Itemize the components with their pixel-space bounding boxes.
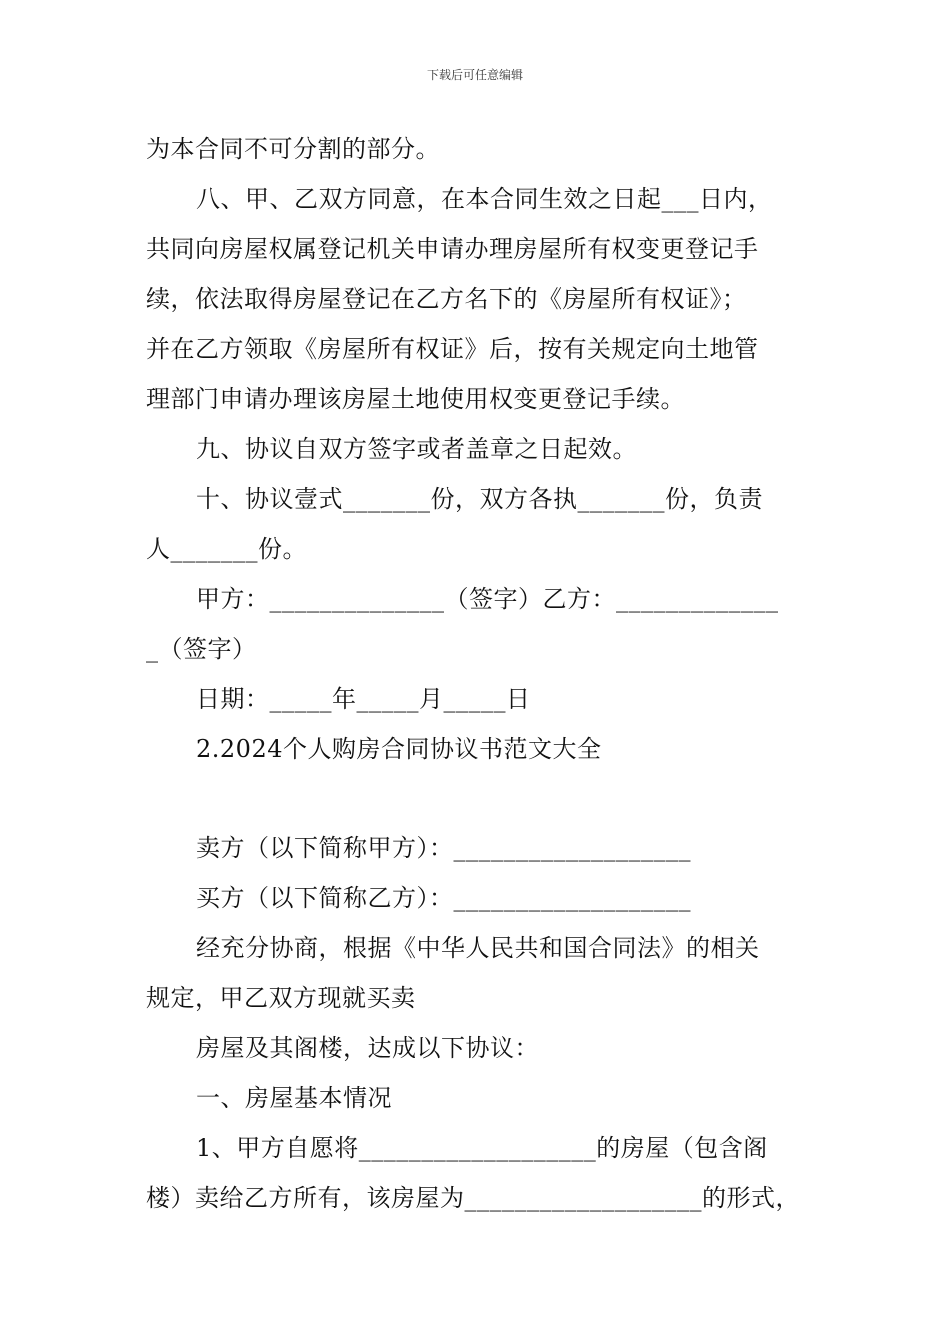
subsection-title: 一、房屋基本情况 [196,1084,392,1112]
clause-1-line: 1、甲方自愿将___________________的房屋（包含阁 [196,1134,768,1162]
paragraph-line: 人_______份。 [146,535,307,563]
seller-line: 卖方（以下简称甲方）：___________________ [196,834,691,862]
paragraph-line: 共同向房屋权属登记机关申请办理房屋所有权变更登记手 [146,235,759,263]
paragraph-line: 为本合同不可分割的部分。 [146,135,440,163]
clause-8-line: 八、甲、乙双方同意，在本合同生效之日起___日内， [196,185,773,213]
clause-10-line: 十、协议壹式_______份，双方各执_______份，负责 [196,485,763,513]
buyer-line: 买方（以下简称乙方）：___________________ [196,884,691,912]
section-title: 2.2024个人购房合同协议书范文大全 [196,735,602,763]
signature-line-cont: _（签字） [146,635,257,663]
signature-line: 甲方：______________（签字）乙方：_____________ [196,585,779,613]
paragraph-line: 楼）卖给乙方所有，该房屋为___________________的形式， [146,1184,800,1212]
date-line: 日期：_____年_____月_____日 [196,685,531,713]
paragraph-line: 续，依法取得房屋登记在乙方名下的《房屋所有权证》； [146,285,747,313]
clause-9-line: 九、协议自双方签字或者盖章之日起效。 [196,435,637,463]
paragraph-line: 并在乙方领取《房屋所有权证》后，按有关规定向土地管 [146,335,759,363]
paragraph-line: 理部门申请办理该房屋土地使用权变更登记手续。 [146,385,685,413]
paragraph-line: 房屋及其阁楼，达成以下协议： [196,1034,539,1062]
paragraph-line: 经充分协商，根据《中华人民共和国合同法》的相关 [196,934,760,962]
page-header: 下载后可任意编辑 [426,68,523,82]
paragraph-line: 规定，甲乙双方现就买卖 [146,984,416,1012]
